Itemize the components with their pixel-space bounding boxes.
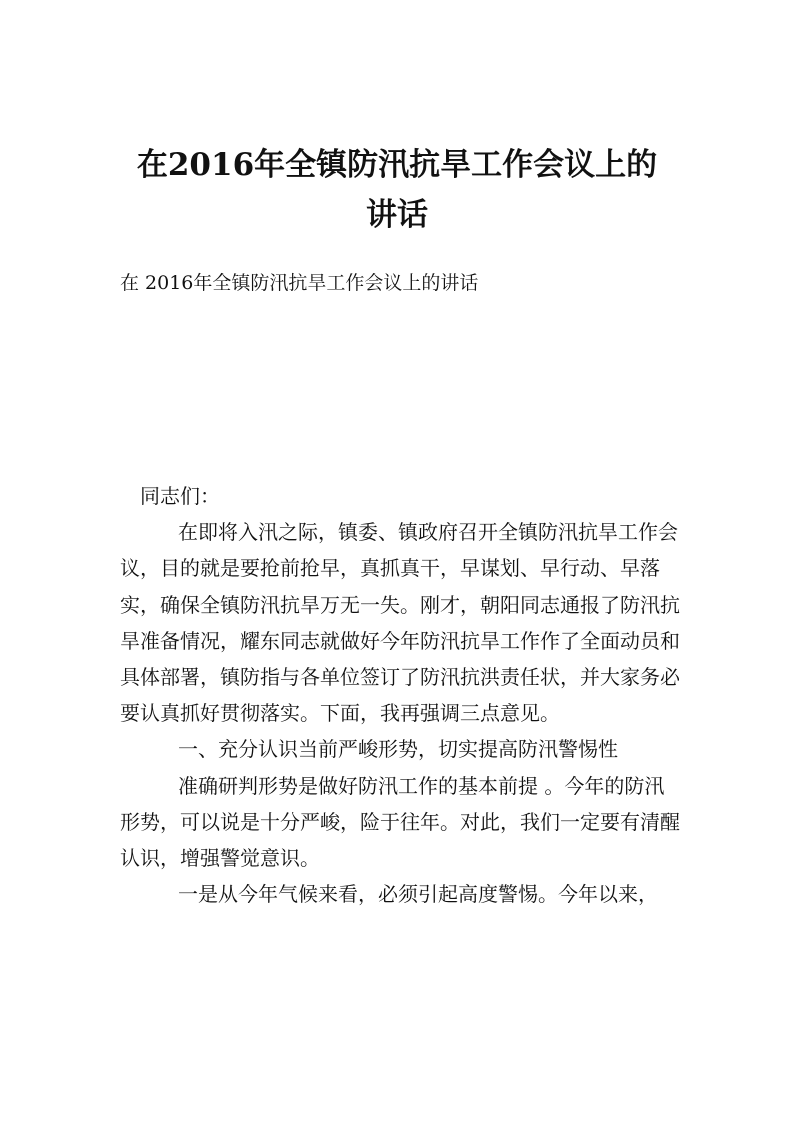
- section-heading-1: 一、充分认识当前严峻形势，切实提高防汛警惕性: [178, 737, 618, 762]
- document-title: [100, 140, 694, 240]
- title-line-2: 讲话: [366, 197, 428, 233]
- paragraph-situation: 准确研判形势是做好防汛工作的基本前提 。今年的防汛形势，可以说是十分严峻，险于往年。对此，我们一定要有清醒认识，增强警觉意识。: [120, 773, 680, 871]
- paragraph-climate: 一是从今年气候来看，必须引起高度警惕。今年以来，: [178, 882, 658, 907]
- salutation: 同志们：: [140, 484, 220, 508]
- document-subtitle: 在 2016年全镇防汛抗旱工作会议上的讲话: [120, 272, 479, 294]
- document-body: [120, 478, 680, 912]
- title-line-1: 在2016年全镇防汛抗旱工作会议上的: [136, 147, 658, 183]
- paragraph-opening: 在即将入汛之际，镇委、镇政府召开全镇防汛抗旱工作会议，目的就是要抢前抢早，真抓真干，早谋划、早行动、早落实，确保全镇防汛抗旱万无一失。刚才，朝阳同志通报了防汛抗旱准备情况，耀东同志就做好今年防汛抗旱工作作了全面动员和具体部署，镇防指与各单位签订了防汛抗洪责任状，并大家务必要认真抓好贯彻落实。下面，我再强调三点意见。: [120, 520, 680, 726]
